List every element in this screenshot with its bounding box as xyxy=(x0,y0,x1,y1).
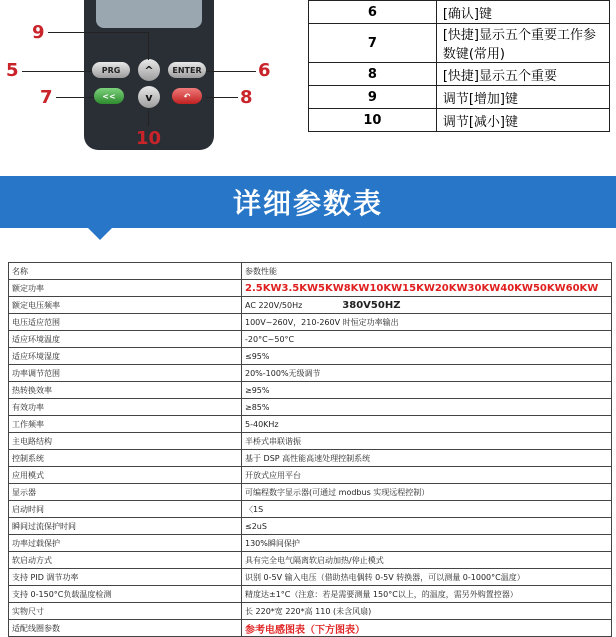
param-value: 基于 DSP 高性能高速处理控制系统 xyxy=(242,450,612,467)
table-row xyxy=(309,86,610,109)
param-value: 开放式应用平台 xyxy=(242,467,612,484)
param-name: 瞬间过流保护时间 xyxy=(9,518,242,535)
callout-line-6 xyxy=(206,71,256,72)
table-row xyxy=(9,433,612,450)
prg-key[interactable]: PRG xyxy=(92,62,130,78)
param-name: 软启动方式 xyxy=(9,552,242,569)
voltage-extra: 380V50HZ xyxy=(342,299,401,311)
param-value: -20°C~50°C xyxy=(242,331,612,348)
param-name: 功率过载保护 xyxy=(9,535,242,552)
back-key[interactable]: ↶ xyxy=(172,88,202,104)
callout-line-10 xyxy=(148,110,149,126)
param-value: 长 220*宽 220*高 110 (未含风扇) xyxy=(242,603,612,620)
callout-line-7 xyxy=(56,97,94,98)
param-name: 实物尺寸 xyxy=(9,603,242,620)
table-row xyxy=(9,586,612,603)
table-row xyxy=(9,484,612,501)
table-row xyxy=(9,552,612,569)
table-row xyxy=(309,24,610,63)
param-name: 额定功率 xyxy=(9,280,242,297)
key-num: 7 xyxy=(309,24,437,63)
up-key[interactable]: ^ xyxy=(138,59,160,81)
param-name: 支持 PID 调节功率 xyxy=(9,569,242,586)
key-num: 9 xyxy=(309,86,437,109)
key-desc: [快捷]显示五个重要 xyxy=(436,63,609,86)
table-row xyxy=(9,365,612,382)
enter-key[interactable]: ENTER xyxy=(168,62,206,78)
callout-line-5 xyxy=(22,71,92,72)
callout-10: 10 xyxy=(136,128,162,149)
table-row xyxy=(9,620,612,637)
rated-power-list: 2.5KW3.5KW5KW8KW10KW15KW20KW30KW40KW50KW60KW xyxy=(245,282,599,294)
param-value: 具有完全电气隔离软启动加热/停止模式 xyxy=(242,552,612,569)
table-row xyxy=(9,603,612,620)
keypad-section xyxy=(0,0,616,172)
table-row xyxy=(9,501,612,518)
param-value xyxy=(242,297,612,314)
param-name: 额定电压频率 xyxy=(9,297,242,314)
param-value: 130%瞬间保护 xyxy=(242,535,612,552)
param-value xyxy=(242,620,612,637)
shift-key[interactable]: << xyxy=(94,88,124,104)
param-value: ≥95% xyxy=(242,382,612,399)
coil-reference: 参考电感图表（下方图表） xyxy=(245,624,365,636)
key-num: 10 xyxy=(309,109,437,132)
callout-8: 8 xyxy=(240,87,253,108)
param-name: 主电路结构 xyxy=(9,433,242,450)
parameter-table xyxy=(8,262,612,637)
table-row xyxy=(9,331,612,348)
param-value: 识别 0-5V 输入电压（借助热电偶转 0-5V 转换器，可以测量 0-1000°C温度） xyxy=(242,569,612,586)
param-value: 可编程数字显示器(可通过 modbus 实现远程控制） xyxy=(242,484,612,501)
table-row xyxy=(9,450,612,467)
key-desc: 调节[增加]键 xyxy=(436,86,609,109)
param-name: 功率调节范围 xyxy=(9,365,242,382)
param-value: 〈1S xyxy=(242,501,612,518)
table-row xyxy=(9,280,612,297)
header-value: 参数性能 xyxy=(242,263,612,280)
key-desc: [快捷]显示五个重要工作参数键(常用) xyxy=(436,24,609,63)
callout-9: 9 xyxy=(32,22,45,43)
display-screen xyxy=(96,0,202,28)
param-value: 5-40KHz xyxy=(242,416,612,433)
callout-7: 7 xyxy=(40,87,53,108)
table-row xyxy=(9,535,612,552)
banner-title: 详细参数表 xyxy=(232,187,383,220)
callout-5: 5 xyxy=(6,60,19,81)
param-name: 电压适应范围 xyxy=(9,314,242,331)
section-banner xyxy=(0,176,616,228)
callout-6: 6 xyxy=(258,60,271,81)
table-row xyxy=(9,297,612,314)
key-desc: 调节[减小]键 xyxy=(436,109,609,132)
voltage-value: AC 220V/50Hz xyxy=(245,300,303,310)
param-name: 显示器 xyxy=(9,484,242,501)
param-name: 适配线圈参数 xyxy=(9,620,242,637)
param-name: 启动时间 xyxy=(9,501,242,518)
callout-line-9 xyxy=(48,32,148,33)
table-row xyxy=(9,467,612,484)
table-row xyxy=(309,109,610,132)
key-num: 8 xyxy=(309,63,437,86)
table-row xyxy=(9,569,612,586)
table-row xyxy=(9,416,612,433)
param-value: 100V~260V，210-260V 时恒定功率输出 xyxy=(242,314,612,331)
header-name: 名称 xyxy=(9,263,242,280)
key-num: 6 xyxy=(309,1,437,24)
table-row xyxy=(9,314,612,331)
param-name: 有效功率 xyxy=(9,399,242,416)
param-value: 半桥式串联谐振 xyxy=(242,433,612,450)
key-function-table xyxy=(308,0,610,132)
table-header-row xyxy=(9,263,612,280)
param-name: 热转换效率 xyxy=(9,382,242,399)
param-value xyxy=(242,280,612,297)
banner-pointer xyxy=(88,228,112,240)
param-name: 适应环境湿度 xyxy=(9,348,242,365)
table-row xyxy=(9,518,612,535)
param-name: 应用模式 xyxy=(9,467,242,484)
param-name: 适应环境温度 xyxy=(9,331,242,348)
down-key[interactable]: v xyxy=(138,86,160,108)
table-row xyxy=(9,382,612,399)
param-value: 精度达±1°C（注意：若是需要测量 150°C以上，的温度，需另外购置控器） xyxy=(242,586,612,603)
param-name: 控制系统 xyxy=(9,450,242,467)
table-row xyxy=(9,399,612,416)
table-row xyxy=(9,348,612,365)
param-value: ≤2uS xyxy=(242,518,612,535)
key-desc: [确认]键 xyxy=(436,1,609,24)
callout-line-9v xyxy=(148,32,149,60)
callout-line-8 xyxy=(206,97,238,98)
param-value: ≥85% xyxy=(242,399,612,416)
param-name: 工作频率 xyxy=(9,416,242,433)
table-row xyxy=(309,1,610,24)
param-name: 支持 0-150°C负载温度检测 xyxy=(9,586,242,603)
param-value: 20%-100%无级调节 xyxy=(242,365,612,382)
table-row xyxy=(309,63,610,86)
param-value: ≤95% xyxy=(242,348,612,365)
